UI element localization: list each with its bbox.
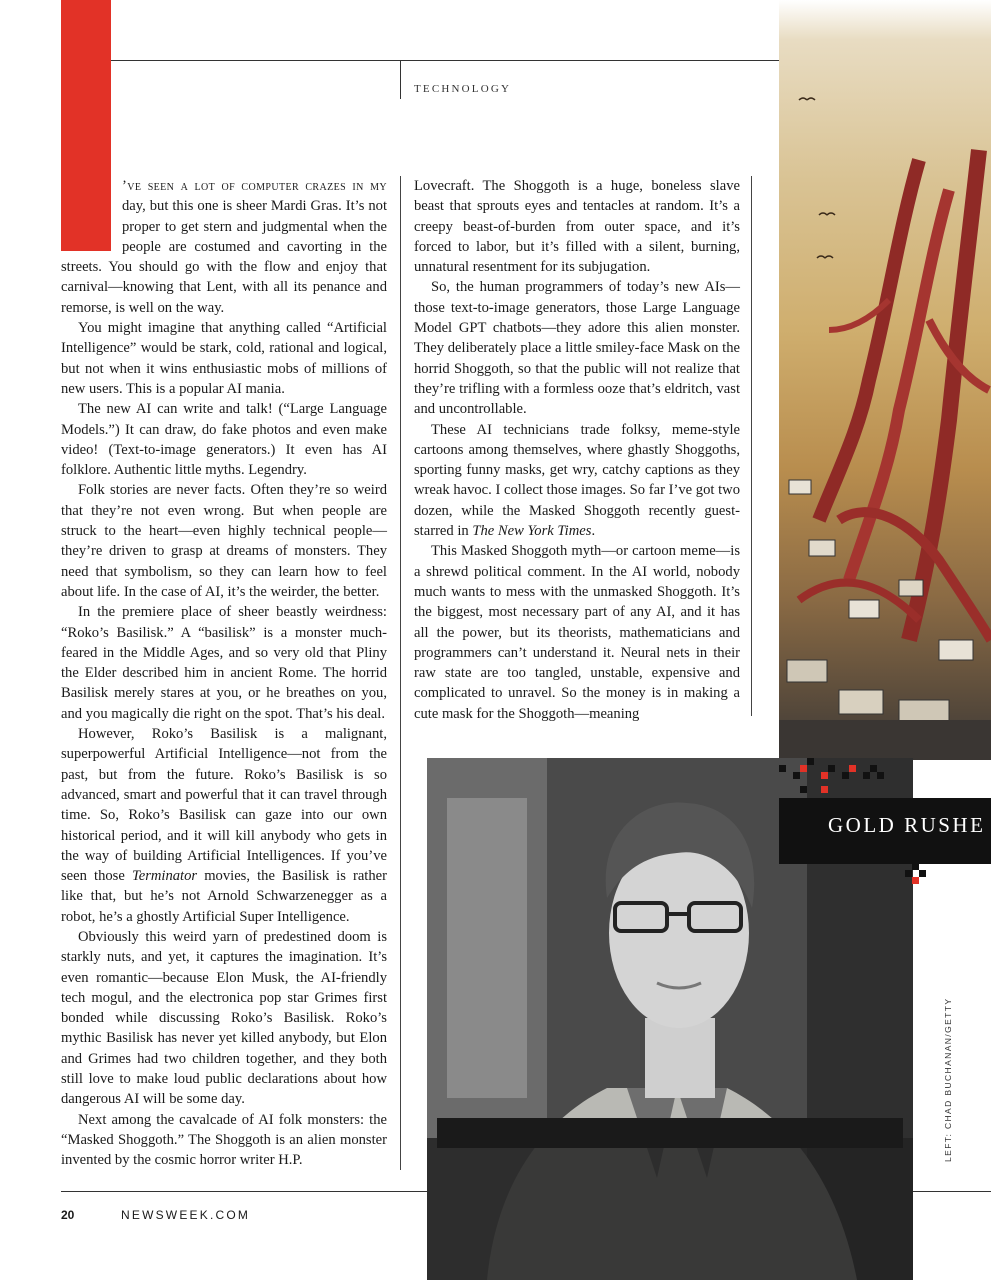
title-italic: The New York Times bbox=[472, 523, 592, 540]
shoggoth-illustration bbox=[779, 0, 991, 760]
pixel bbox=[779, 765, 786, 772]
pixel bbox=[912, 863, 919, 870]
photo-credit: LEFT: CHAD BUCHANAN/GETTY bbox=[943, 997, 953, 1162]
pixel bbox=[863, 772, 870, 779]
paragraph: The new AI can write and talk! (“Large Language Models.”) It can draw, do fake photos and even make video! (Text-to-image generators.) It even has AI folklore. Authentic little myths. Legendry. bbox=[61, 401, 387, 479]
pixel bbox=[821, 772, 828, 779]
pixel bbox=[807, 758, 814, 765]
article-column-left bbox=[61, 176, 387, 1171]
paragraph: ’ve seen a lot of computer crazes in my day, but this one is sheer Mardi Gras. It’s not proper to get stern and judgmental when the people are costumed and cavorting in the streets. You should go with the flow and enjoy that carnival—knowing that Lent, with all its penance and remorse, is well on the way. bbox=[61, 178, 387, 316]
paragraph: Next among the cavalcade of AI folk monsters: the “Masked Shoggoth.” The Shoggoth is an alien monster invented by the cosmic horror writer H.P. bbox=[61, 1111, 387, 1169]
pixel bbox=[800, 786, 807, 793]
pixel bbox=[870, 765, 877, 772]
pixel bbox=[849, 765, 856, 772]
pixel bbox=[793, 772, 800, 779]
section-label: TECHNOLOGY bbox=[414, 83, 512, 95]
page-number: 20 bbox=[61, 1208, 75, 1222]
dropcap-space bbox=[61, 176, 122, 256]
header-tick bbox=[400, 61, 401, 99]
paragraph: So, the human programmers of today’s new AIs—those text-to-image generators, those Large Language Model GPT chatbots—they adore this alien monster. They deliberately place a little smiley-face Mask on the horrid Shoggoth, so that the public will not realize that they’re trifling with a formless ooze that’s eldritch, vast and uncontrollable. bbox=[414, 279, 740, 418]
lead-in: ’ve seen a lot of computer crazes in my bbox=[122, 178, 387, 194]
paragraph: However, Roko’s Basilisk is a malignant, superpowerful Artificial Intelligence—not from the past, but from the future. Roko’s Basilisk is so advanced, smart and powerful that it can travel through time. So, Roko’s Basilisk can gaze into our own historical period, and it will kill anybody who gets in the way of building Artificial Intelligences. If you’ve seen those Terminator movies, the Basilisk is rather like that, but he’s not Arnold Schwarzenegger as a robot, he’s a ghostly Artificial Super Intelligence. bbox=[61, 726, 387, 925]
paragraph: This Masked Shoggoth myth—or cartoon meme—is a shrewd political comment. In the AI world, nobody much wants to mess with the unmasked Shoggoth. It’s the biggest, most necessary part of any AI, and it has all the power, but its theorists, mathematicians and programmers can’t understand it. Neural nets in their raw state are too tangled, unstable, expensive and complicated to unravel. So the money is in making a cute mask for the Shoggoth—meaning bbox=[414, 543, 740, 722]
paragraph: These AI technicians trade folksy, meme-style cartoons among themselves, where ghastly Shoggoths, sporting funny masks, get wry, catchy captions as they wreak havoc. I collect those images. So far I’ve got two dozen, while the Masked Shoggoth recently guest-starred in The New York Times. bbox=[414, 421, 740, 540]
paragraph: Obviously this weird yarn of predestined doom is starkly nuts, and yet, it captures the imagination. It’s even romantic—because Elon Musk, the AI-friendly tech mogul, and the electronica pop star Grimes first bonded while discussing Roko’s Basilisk. Roko’s mythic Basilisk has never yet killed anybody, but Elon and Grimes had two children together, and they both still love to make loud public declarations about how dangerous AI will be some day. bbox=[61, 928, 387, 1108]
footer-rule bbox=[61, 1191, 427, 1192]
pixel bbox=[842, 772, 849, 779]
pixel bbox=[919, 870, 926, 877]
column-divider bbox=[400, 176, 401, 1170]
gold-rush-teaser: GOLD RUSHE bbox=[828, 813, 986, 837]
paragraph: Lovecraft. The Shoggoth is a huge, boneless slave beast that sprouts eyes and tentacles at random. It’s a creepy beast-of-burden from outer space, and it’s forced to labor, but it’s filled with a silent, burning, unnatural resentment for its subjugation. bbox=[414, 178, 740, 276]
header-rule bbox=[111, 60, 779, 61]
pixel bbox=[800, 765, 807, 772]
paragraph: You might imagine that anything called “Artificial Intelligence” would be stark, cold, rational and logical, but not when it wins enthusiastic mobs of millions of new users. This is a popular AI mania. bbox=[61, 320, 387, 397]
pixel bbox=[828, 765, 835, 772]
pixel bbox=[912, 877, 919, 884]
illustration-graphic bbox=[779, 0, 991, 760]
pixel bbox=[877, 772, 884, 779]
pixel bbox=[905, 870, 912, 877]
pixel bbox=[821, 786, 828, 793]
article-column-right bbox=[414, 176, 740, 724]
paragraph: In the premiere place of sheer beastly weirdness: “Roko’s Basilisk.” A “basilisk” is a monster much-feared in the Middle Ages, and so very old that Pliny the Elder described him in ancient Rome. The horrid Basilisk merely stares at you, or he breathes on you, and you magically die right on the spot. That’s his deal. bbox=[61, 604, 387, 722]
title-italic: Terminator bbox=[131, 868, 198, 885]
paragraph: Folk stories are never facts. Often they’re so weird that they’re not even wrong. But when people are struck to the heart—even highly technical people—they’re driven to grasp at dreams of monsters. They need that symbolism, so they can learn how to feel about life. In the case of AI, it’s the weirder, the better. bbox=[61, 482, 387, 600]
site-name: NEWSWEEK.COM bbox=[121, 1208, 251, 1222]
column-divider-right bbox=[751, 176, 752, 716]
footer-rule-right bbox=[913, 1191, 991, 1192]
